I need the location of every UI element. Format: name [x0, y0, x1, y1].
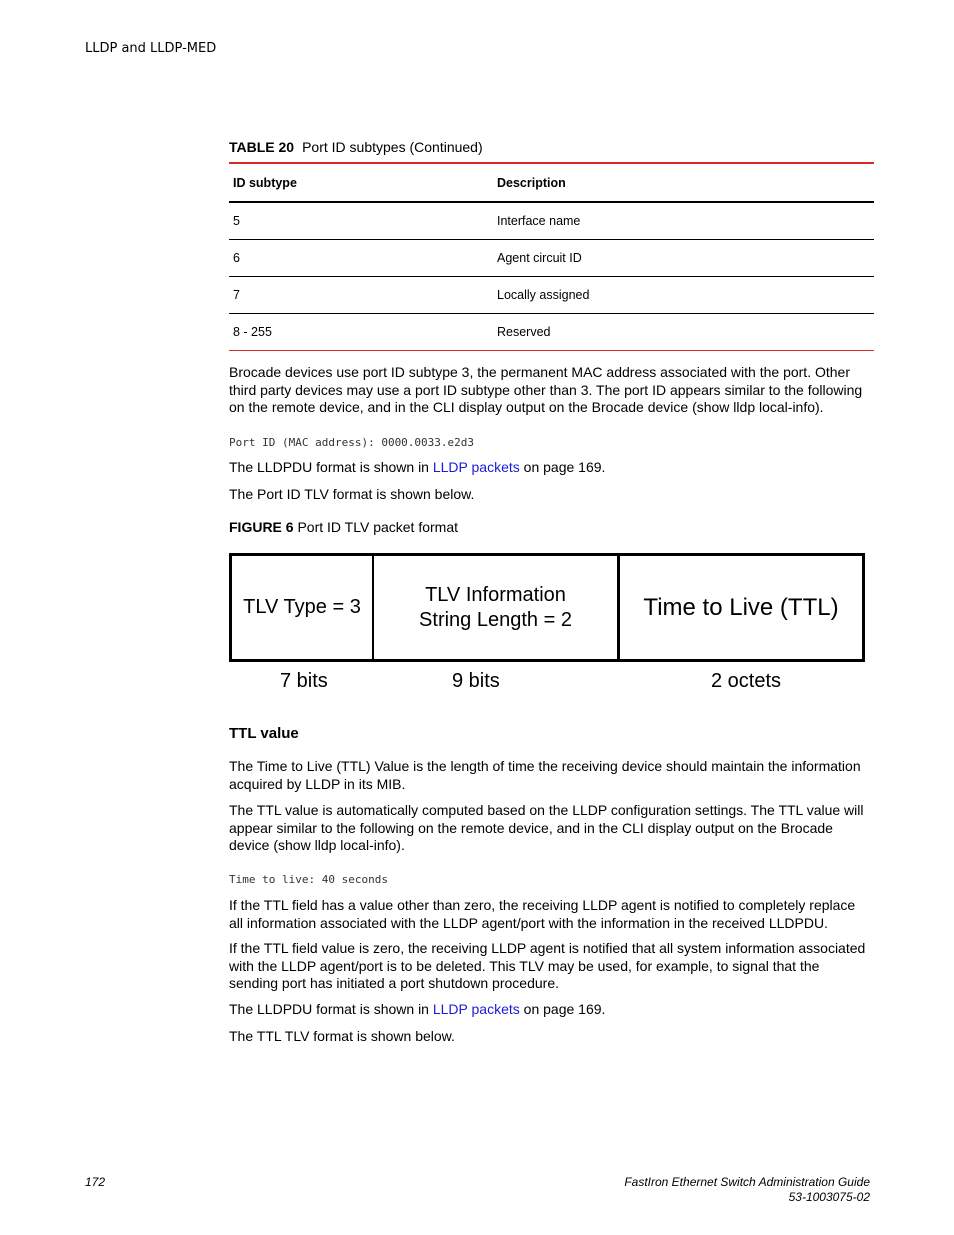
tlv-type-size-label: 7 bits [280, 670, 328, 692]
table-header-row [229, 164, 874, 203]
tlv-format-diagram [229, 553, 865, 662]
figure-label: FIGURE 6 [229, 519, 294, 535]
table-row [229, 240, 874, 277]
paragraph-text: on page 169. [519, 1001, 606, 1017]
paragraph-ttl-definition: The Time to Live (TTL) Value is the length of time the receiving device should maintain the information acquired by LLDP in its MIB. [229, 758, 861, 792]
figure-caption [229, 519, 458, 535]
tlv-length-cell [374, 556, 620, 659]
column-header-description: Description [497, 175, 566, 190]
footer-doc-info [624, 1175, 870, 1205]
tlv-length-line1: TLV Information [425, 583, 566, 606]
table-row [229, 277, 874, 314]
paragraph-lldpdu-format-2 [229, 1001, 869, 1019]
table-caption [229, 139, 483, 155]
tlv-value-cell: Time to Live (TTL) [643, 593, 839, 621]
table-caption-label: TABLE 20 [229, 139, 295, 155]
running-header: LLDP and LLDP-MED [85, 41, 217, 56]
cell-id-subtype: 7 [233, 288, 240, 302]
footer-doc-title: FastIron Ethernet Switch Administration Guide [624, 1175, 870, 1189]
column-header-id-subtype: ID subtype [233, 175, 297, 190]
paragraph-text: The LLDPDU format is shown in [229, 459, 433, 475]
lldp-packets-link[interactable]: LLDP packets [432, 1001, 520, 1017]
paragraph-ttl-tlv-intro: The TTL TLV format is shown below. [229, 1028, 455, 1044]
cell-description: Interface name [497, 214, 581, 228]
page-number: 172 [85, 1175, 106, 1189]
figure-caption-text: Port ID TLV packet format [293, 519, 459, 535]
paragraph-port-id-subtype: Brocade devices use port ID subtype 3, the permanent MAC address associated with the port. Other third party devices may use a port ID subtype other than 3. The port ID appears similar to the following on the remote device, and in the CLI display output on the Brocade device (show lldp local-info). [229, 364, 863, 415]
cell-id-subtype: 6 [233, 251, 240, 265]
paragraph-port-id-tlv-intro: The Port ID TLV format is shown below. [229, 486, 475, 502]
paragraph-ttl-nonzero: If the TTL field has a value other than zero, the receiving LLDP agent is notified to completely replace all information associated with the LLDP agent/port with the information in the received LLDPDU. [229, 897, 856, 931]
code-sample-port-id: Port ID (MAC address): 0000.0033.e2d3 [229, 436, 475, 449]
footer-doc-number: 53-1003075-02 [788, 1190, 870, 1204]
table-row [229, 203, 874, 240]
paragraph-text: on page 169. [519, 459, 606, 475]
cell-description: Locally assigned [497, 288, 590, 302]
paragraph-ttl-computed: The TTL value is automatically computed based on the LLDP configuration settings. The TTL value will appear similar to the following on the remote device, and in the CLI display output on the Brocade device (show lldp local-info). [229, 802, 864, 853]
section-heading-ttl-value: TTL value [229, 725, 299, 742]
cell-id-subtype: 5 [233, 214, 240, 228]
cell-description: Reserved [497, 325, 551, 339]
paragraph-ttl-zero: If the TTL field value is zero, the receiving LLDP agent is notified that all system information associated with the LLDP agent/port is to be deleted. This TLV may be used, for example, to signal that the sending port has initiated a port shutdown procedure. [229, 940, 866, 991]
table-caption-text: Port ID subtypes (Continued) [302, 139, 483, 155]
tlv-length-line2: String Length = 2 [419, 608, 572, 631]
paragraph-lldpdu-format [229, 459, 869, 477]
lldp-packets-link[interactable]: LLDP packets [432, 459, 520, 475]
tlv-type-cell: TLV Type = 3 [232, 556, 374, 659]
table-row [229, 314, 874, 351]
tlv-value-size-label: 2 octets [711, 670, 782, 692]
cell-id-subtype: 8 - 255 [233, 325, 272, 339]
code-sample-ttl: Time to live: 40 seconds [229, 873, 388, 886]
cell-description: Agent circuit ID [497, 251, 582, 265]
port-id-subtypes-table [229, 162, 874, 351]
tlv-length-size-label: 9 bits [452, 670, 500, 692]
paragraph-text: The LLDPDU format is shown in [229, 1001, 433, 1017]
